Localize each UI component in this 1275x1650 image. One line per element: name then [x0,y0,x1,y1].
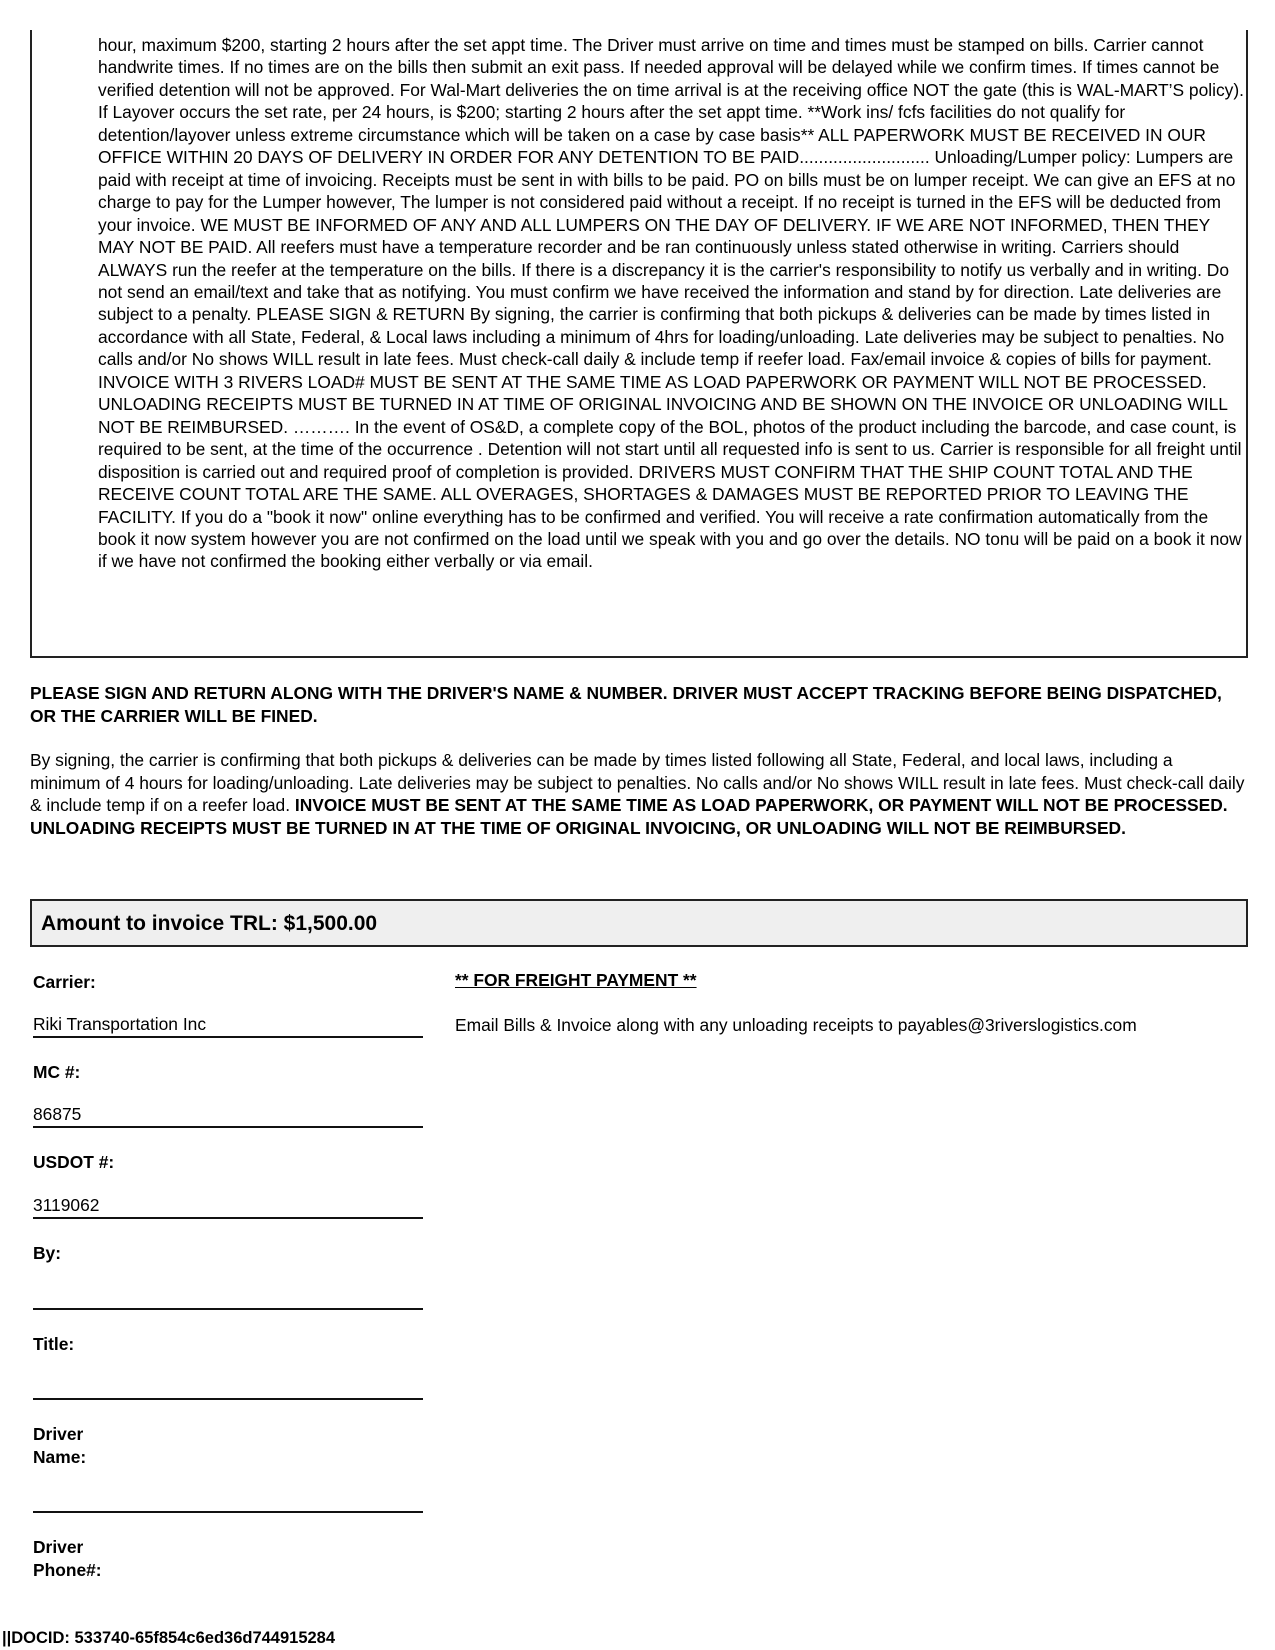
driver-name-label [33,1423,86,1468]
usdot-field[interactable]: 3119062 [33,1194,423,1219]
usdot-label: USDOT #: [33,1152,115,1172]
title-label: Title: [33,1334,75,1354]
doc-id: ||DOCID: 533740-65f854c6ed36d744915284 [2,1629,336,1647]
driver-name-label-line-2: Name: [33,1446,87,1467]
confirmation-bold-text: INVOICE MUST BE SENT AT THE SAME TIME AS LOAD PAPERWORK, OR PAYMENT WILL NOT BE PROCESSED. UNLOADING RECEIPTS MUST BE TURNED IN AT THE TIME OF ORIGINAL INVOICING, OR UNLOADING WILL NOT BE REIMBURSED. [30,795,1228,838]
driver-name-field[interactable] [33,1488,423,1513]
driver-phone-label-line-2: Phone#: [33,1559,102,1580]
confirmation-text: By signing, the carrier is confirming that both pickups & deliveries can be made by times listed following all State, Federal, and local laws, including a minimum of 4 hours for loading/unloading. Late deliveries may be subject to penalties. No calls and/or No shows WILL result in late fees. Must check-call daily & include temp if on a reefer load. [30,750,1245,815]
carrier-field[interactable]: Riki Transportation Inc [33,1013,423,1038]
amount-box [30,899,1248,947]
by-label: By: [33,1243,62,1263]
carrier-label: Carrier: [33,972,96,992]
terms-text: hour, maximum $200, starting 2 hours after the set appt time. The Driver must arrive on time and times must be stamped on bills. Carrier cannot handwrite times. If no times are on the bills then submit an exit pass. If needed approval will be delayed while we confirm times. If times cannot be verified detention will not be approved. For Wal-Mart deliveries the on time arrival is at the receiving office NOT the gate (this is WAL-MART’S policy). If Layover occurs the set rate, per 24 hours, is $200; starting 2 hours after the set appt time. **Work ins/ fcfs facilities do not qualify for detention/layover unless extreme circumstance which will be taken on a case by case basis** ALL PAPERWORK MUST BE RECEIVED IN OUR OFFICE WITHIN 20 DAYS OF DELIVERY IN ORDER FOR ANY DETENTION TO BE PAID........................... Unloading/Lumper policy: Lumpers are paid with receipt at time of invoicing. Receipts must be sent in with bills to be paid. PO on bills must be on lumper receipt. We can give an EFS at no charge to pay for the Lumper however, The lumper is not considered paid without a receipt. If no receipt is turned in the EFS will be deducted from your invoice. WE MUST BE INFORMED OF ANY AND ALL LUMPERS ON THE DAY OF DELIVERY. IF WE ARE NOT INFORMED, THEN THEY MAY NOT BE PAID. All reefers must have a temperature recorder and be ran continuously unless stated otherwise in writing. Carriers should ALWAYS run the reefer at the temperature on the bills. If there is a discrepancy it is the carrier's responsibility to notify us verbally and in writing. Do not send an email/text and take that as notifying. You must confirm we have received the information and stand by for direction. Late deliveries are subject to a penalty. PLEASE SIGN & RETURN By signing, the carrier is confirming that both pickups & deliveries can be made by times listed in accordance with all State, Federal, & Local laws including a minimum of 4hrs for loading/unloading. Late deliveries may be subject to penalties. No calls and/or No shows WILL result in late fees. Must check-call daily & include temp if reefer load. Fax/email invoice & copies of bills for payment. INVOICE WITH 3 RIVERS LOAD# MUST BE SENT AT THE SAME TIME AS LOAD PAPERWORK OR PAYMENT WILL NOT BE PROCESSED. UNLOADING RECEIPTS MUST BE TURNED IN AT TIME OF ORIGINAL INVOICING AND BE SHOWN ON THE INVOICE OR UNLOADING WILL NOT BE REIMBURSED. ………. In the event of OS&D, a complete copy of the BOL, photos of the product including the barcode, and case count, is required to be sent, at the time of the occurrence . Detention will not start until all requested info is sent to us. Carrier is responsible for all freight until disposition is carried out and required proof of completion is provided. DRIVERS MUST CONFIRM THAT THE SHIP COUNT TOTAL AND THE RECEIVE COUNT TOTAL ARE THE SAME. ALL OVERAGES, SHORTAGES & DAMAGES MUST BE REPORTED PRIOR TO LEAVING THE FACILITY. If you do a "book it now" online everything has to be confirmed and verified. You will receive a rate confirmation automatically from the book it now system however you are not confirmed on the load until we speak with you and go over the details. NO tonu will be paid on a book it now if we have not confirmed the booking either verbally or via email. [98,35,1244,572]
amount-to-invoice: Amount to invoice TRL: $1,500.00 [41,912,378,935]
freight-payment-heading: ** FOR FREIGHT PAYMENT ** [455,970,697,990]
driver-name-label-line-1: Driver [33,1424,84,1444]
mc-field[interactable]: 86875 [33,1103,423,1128]
mc-label: MC #: [33,1062,81,1082]
title-field[interactable] [33,1375,423,1400]
terms-box [30,30,1248,658]
confirmation-paragraph [30,749,1245,839]
by-field[interactable] [33,1285,423,1310]
freight-payment-instructions: Email Bills & Invoice along with any unloading receipts to payables@3riverslogistics.com [455,1015,1137,1035]
driver-phone-label [33,1536,102,1581]
sign-notice: PLEASE SIGN AND RETURN ALONG WITH THE DRIVER'S NAME & NUMBER. DRIVER MUST ACCEPT TRACKING BEFORE BEING DISPATCHED, OR THE CARRIER WILL BE FINED. [30,683,1222,726]
driver-phone-label-line-1: Driver [33,1537,84,1557]
